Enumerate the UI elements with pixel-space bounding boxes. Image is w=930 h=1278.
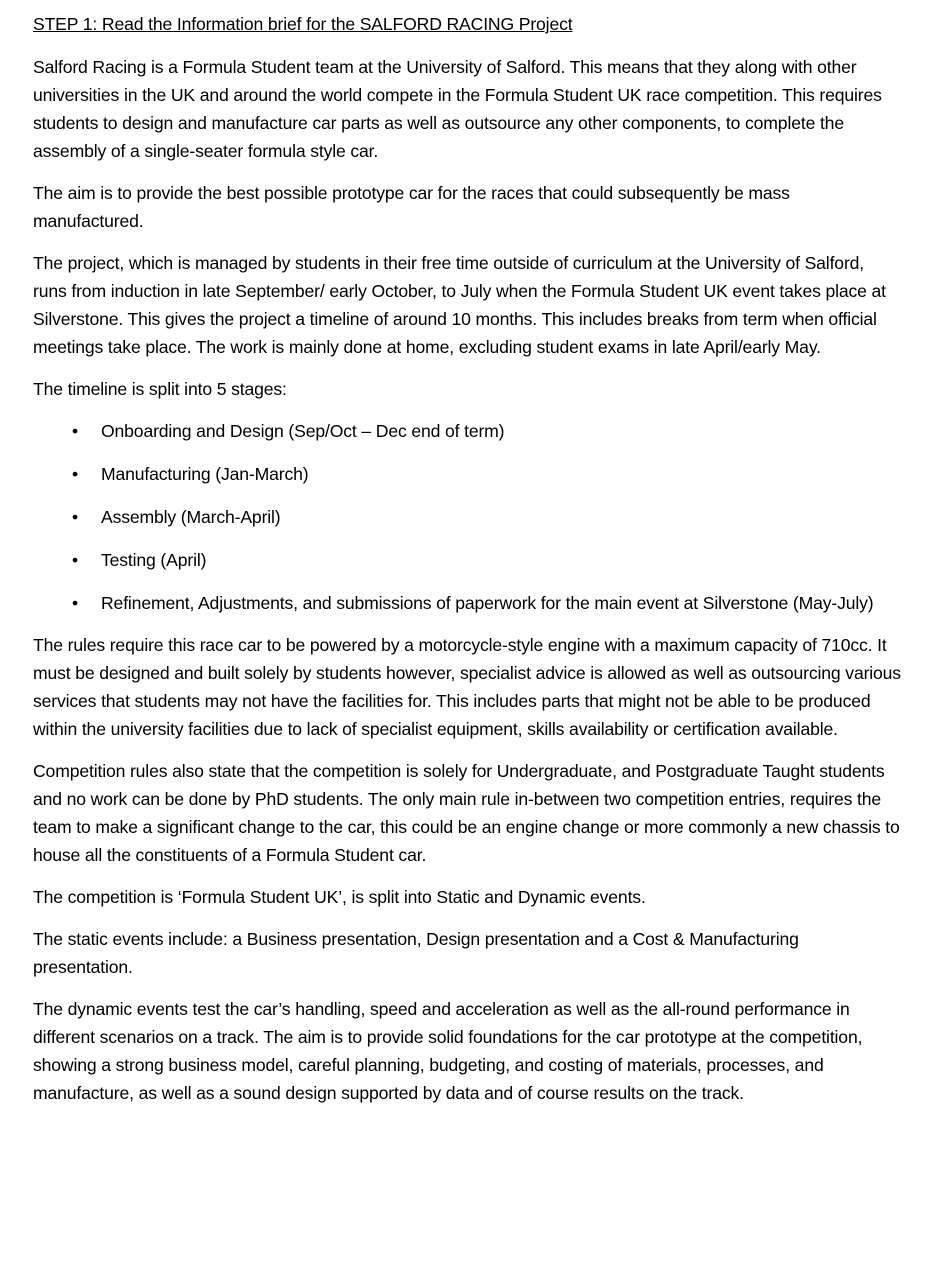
stage-text: Manufacturing (Jan-March)	[101, 464, 309, 484]
stage-item	[33, 417, 902, 445]
intro-paragraph: Salford Racing is a Formula Student team at the University of Salford. This means that they along with other universities in the UK and around the world compete in the Formula Student UK race competition. This requires students to design and manufacture car parts as well as outsource any other components, to complete the assembly of a single-seater formula style car.	[33, 57, 882, 161]
stage-text: Onboarding and Design (Sep/Oct – Dec end of term)	[101, 421, 505, 441]
stage-item	[33, 460, 902, 488]
dynamic-events-paragraph: The dynamic events test the car’s handling, speed and acceleration as well as the all-round performance in different scenarios on a track. The aim is to provide solid foundations for the car prototype at the competition, showing a strong business model, careful planning, budgeting, and costing of materials, processes, and manufacture, as well as a sound design supported by data and of course results on the track.	[33, 999, 863, 1103]
step-heading: STEP 1: Read the Information brief for the SALFORD RACING Project	[33, 14, 573, 34]
competition-events-paragraph: The competition is ‘Formula Student UK’, is split into Static and Dynamic events.	[33, 887, 646, 907]
aim-paragraph: The aim is to provide the best possible prototype car for the races that could subsequently be mass manufactured.	[33, 183, 790, 231]
bullet-icon: •	[71, 507, 78, 527]
stage-text: Testing (April)	[101, 550, 207, 570]
bullet-icon: •	[71, 421, 78, 441]
stages-list	[33, 417, 902, 617]
rules-paragraph: The rules require this race car to be powered by a motorcycle-style engine with a maximum capacity of 710cc. It must be designed and built solely by students however, specialist advice is allowed as well as outsourcing various services that students may not have the facilities for. This includes parts that might not be able to be produced within the university facilities due to lack of specialist equipment, skills availability or certification available.	[33, 635, 901, 739]
bullet-icon: •	[71, 464, 78, 484]
project-timeline-paragraph: The project, which is managed by students in their free time outside of curriculum at the University of Salford, runs from induction in late September/ early October, to July when the Formula Student UK event takes place at Silverstone. This gives the project a timeline of around 10 months. This includes breaks from term when official meetings take place. The work is mainly done at home, excluding student exams in late April/early May.	[33, 253, 886, 357]
stage-item	[33, 546, 902, 574]
stage-item	[33, 503, 902, 531]
stage-text: Refinement, Adjustments, and submissions of paperwork for the main event at Silverstone (May-July)	[101, 593, 874, 613]
competition-rules-paragraph: Competition rules also state that the competition is solely for Undergraduate, and Postgraduate Taught students and no work can be done by PhD students. The only main rule in-between two competition entries, requires the team to make a significant change to the car, this could be an engine change or more commonly a new chassis to house all the constituents of a Formula Student car.	[33, 761, 900, 865]
stage-text: Assembly (March-April)	[101, 507, 281, 527]
stage-item	[33, 589, 902, 617]
stages-intro-paragraph: The timeline is split into 5 stages:	[33, 379, 287, 399]
bullet-icon: •	[71, 550, 78, 570]
static-events-paragraph: The static events include: a Business presentation, Design presentation and a Cost & Manufacturing presentation.	[33, 929, 799, 977]
bullet-icon: •	[71, 593, 78, 613]
